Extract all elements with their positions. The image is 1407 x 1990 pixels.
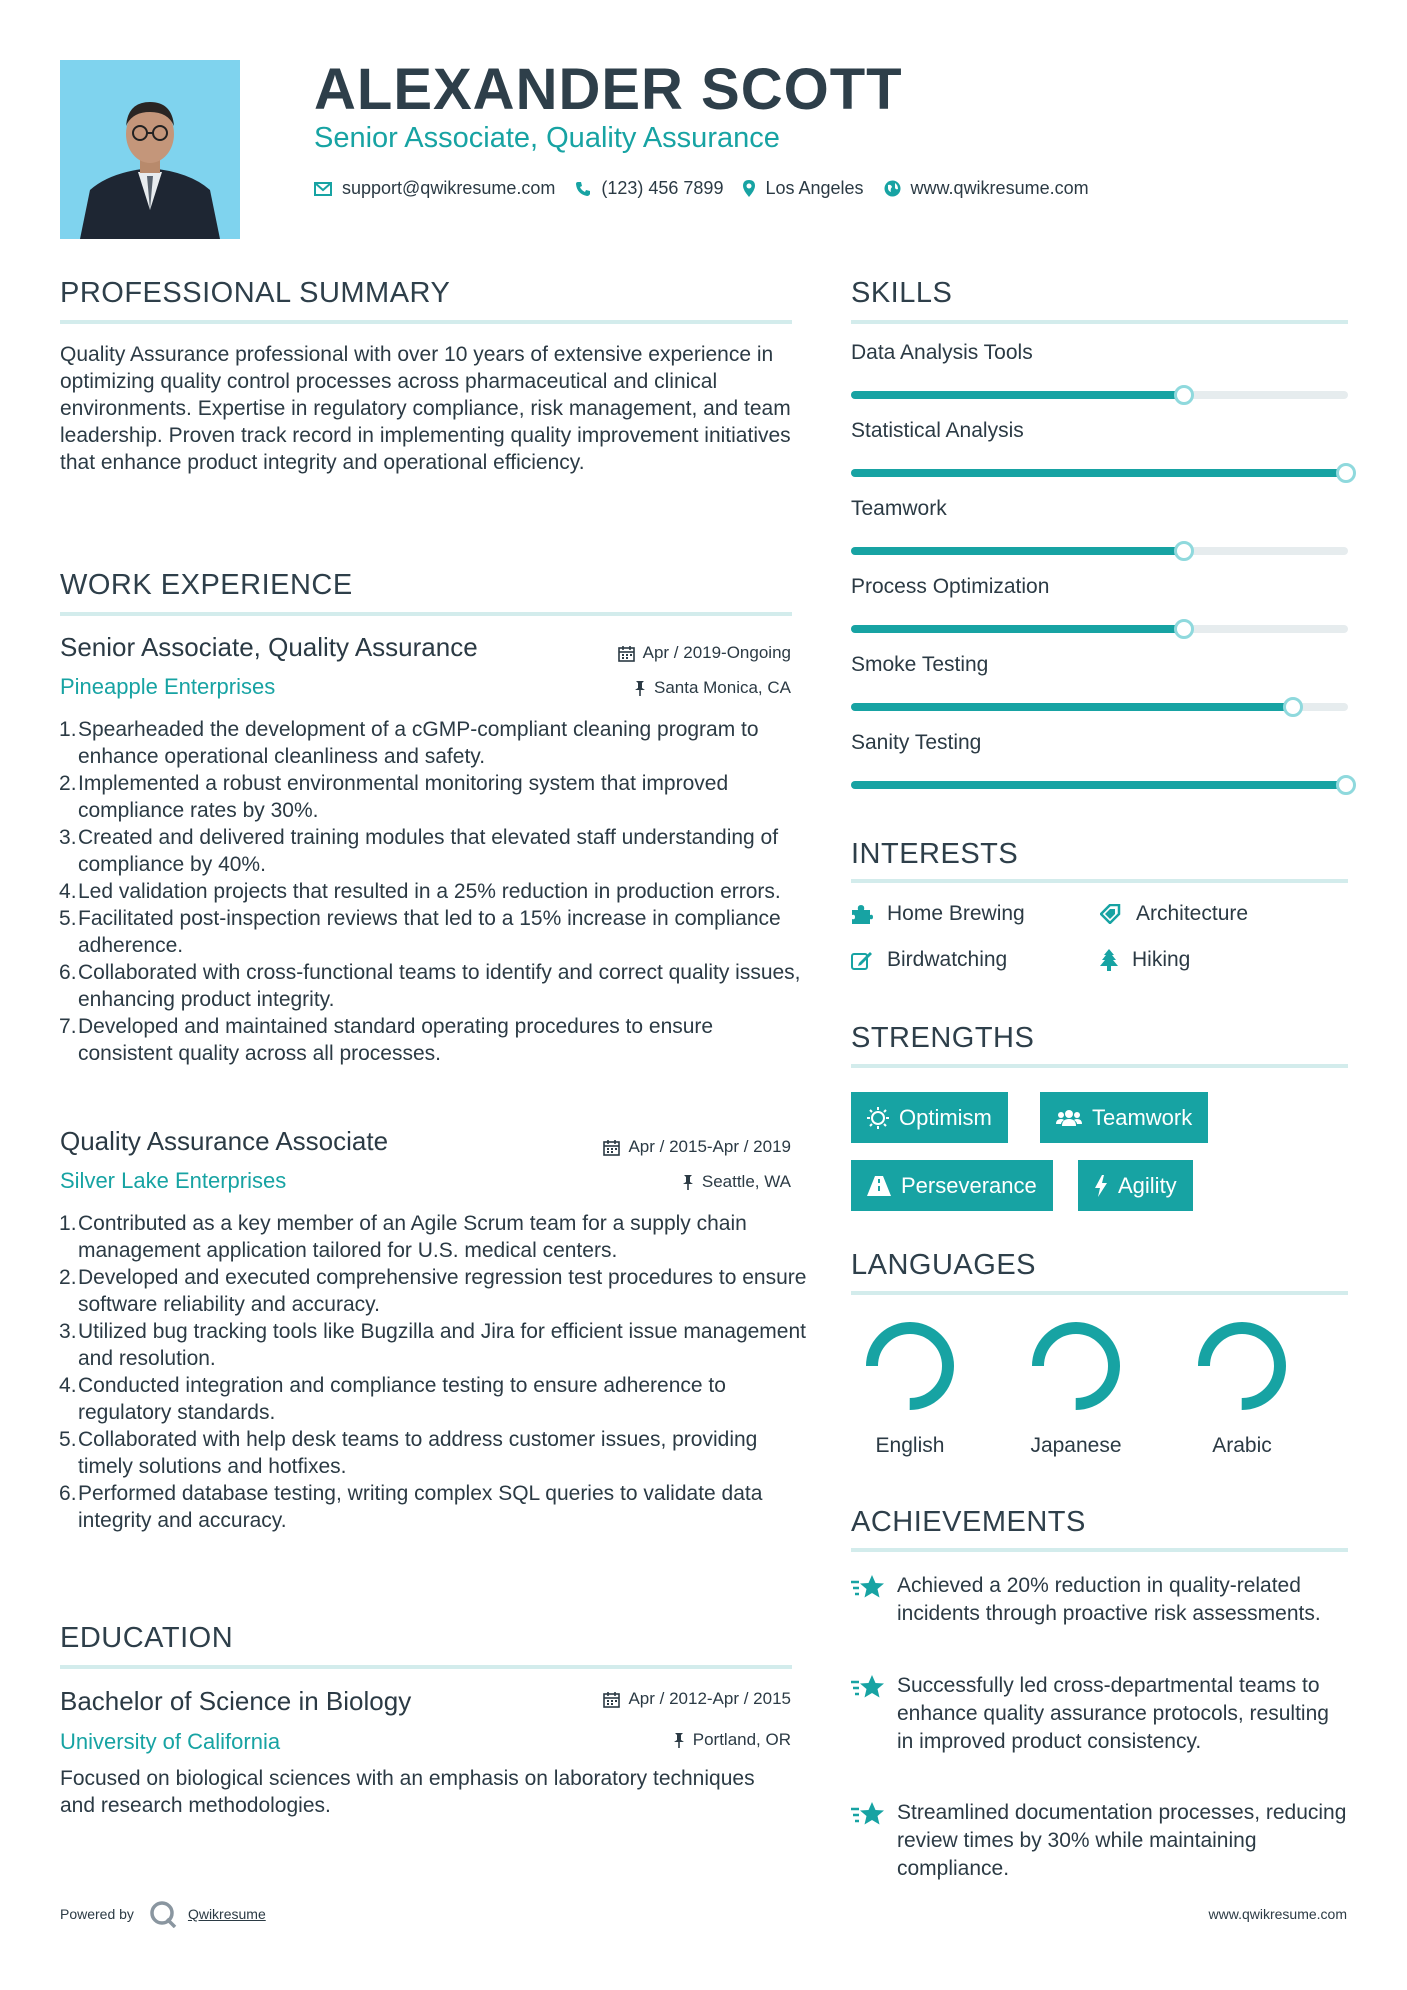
list-item: Conducted integration and compliance testing to ensure adherence to regulatory standards. [78, 1374, 726, 1424]
list-item: Collaborated with cross-functional teams to identify and correct quality issues, enhancing product integrity. [78, 961, 801, 1011]
education-text: Focused on biological sciences with an emphasis on laboratory techniques and research methodologies. [60, 1767, 755, 1817]
education-location [531, 1730, 791, 1750]
company-name: Pineapple Enterprises [60, 674, 276, 699]
skill-item [851, 653, 1348, 677]
strength-label: Perseverance [901, 1172, 1037, 1198]
skill-name: Data Analysis Tools [851, 341, 1033, 364]
interest-label: Home Brewing [887, 902, 1025, 925]
pin-icon [682, 1174, 694, 1191]
job-items-list [60, 1210, 810, 1534]
candidate-title: Senior Associate, Quality Assurance [314, 122, 780, 154]
interest-item [851, 902, 1025, 926]
skill-name: Sanity Testing [851, 731, 982, 754]
edit-icon [851, 950, 873, 970]
list-item: Implemented a robust environmental monitoring system that improved compliance rates by 30%. [78, 772, 729, 822]
tag-icon [1100, 904, 1122, 924]
candidate-name: ALEXANDER SCOTT [314, 57, 903, 122]
skill-name: Smoke Testing [851, 653, 989, 676]
skill-bar [851, 547, 1348, 555]
calendar-icon [603, 1691, 620, 1708]
list-item: Led validation projects that resulted in a 25% reduction in production errors. [78, 880, 781, 903]
skills-heading: SKILLS [851, 277, 953, 309]
skill-bar-knob [1174, 619, 1194, 639]
achievement-item [851, 1572, 1348, 1628]
job-dates [531, 643, 791, 663]
skill-item [851, 341, 1348, 365]
education-location-text: Portland, OR [692, 1730, 791, 1749]
skill-name: Process Optimization [851, 575, 1050, 598]
strength-tag [1078, 1160, 1193, 1211]
location-text: Los Angeles [765, 178, 864, 198]
qwikresume-logo-icon [148, 1900, 178, 1928]
achievement-text: Achieved a 20% reduction in quality-related incidents through proactive risk assessments. [897, 1574, 1321, 1625]
contact-website[interactable] [884, 178, 1089, 199]
language-label: English [875, 1434, 945, 1457]
powered-by [60, 1900, 266, 1928]
skill-item [851, 419, 1348, 443]
contact-email[interactable] [314, 178, 555, 199]
degree-title: Bachelor of Science in Biology [60, 1686, 412, 1716]
job-title: Senior Associate, Quality Assurance [60, 632, 478, 662]
interest-item [1100, 948, 1190, 972]
summary-divider [60, 320, 792, 324]
strength-tag [851, 1092, 1008, 1143]
star-icon [851, 1674, 885, 1700]
skill-bar-fill [851, 391, 1184, 399]
users-icon [1056, 1108, 1082, 1128]
phone-icon [575, 181, 591, 197]
contact-row [314, 178, 1109, 199]
phone-text: (123) 456 7899 [601, 178, 724, 198]
pin-icon [634, 680, 646, 697]
job-location [531, 1172, 791, 1192]
calendar-icon [603, 1139, 620, 1156]
language-ring [1172, 1316, 1312, 1416]
interest-label: Architecture [1136, 902, 1249, 925]
skill-bar [851, 391, 1348, 399]
calendar-icon [618, 645, 635, 662]
job-location-text: Seattle, WA [701, 1172, 791, 1191]
star-icon [851, 1574, 885, 1600]
skill-item [851, 497, 1348, 521]
language-label: Japanese [1030, 1434, 1122, 1457]
skill-bar-fill [851, 625, 1184, 633]
strengths-divider [851, 1064, 1348, 1068]
list-item: Facilitated post-inspection reviews that led to a 15% increase in compliance adherence. [78, 907, 781, 957]
list-item: Utilized bug tracking tools like Bugzilla and Jira for efficient issue management and resolution. [78, 1320, 806, 1370]
skill-bar-fill [851, 781, 1348, 789]
skill-name: Statistical Analysis [851, 419, 1024, 442]
list-item: Collaborated with help desk teams to address customer issues, providing timely solutions and hotfixes. [78, 1428, 758, 1478]
email-text: support@qwikresume.com [342, 178, 556, 198]
summary-heading: PROFESSIONAL SUMMARY [60, 277, 451, 309]
brand-link[interactable]: Qwikresume [187, 1906, 266, 1922]
skill-bar [851, 625, 1348, 633]
company-name: Silver Lake Enterprises [60, 1168, 287, 1193]
strength-label: Optimism [899, 1104, 992, 1130]
contact-phone[interactable] [575, 178, 723, 199]
skill-bar-fill [851, 703, 1293, 711]
education-heading: EDUCATION [60, 1622, 234, 1654]
experience-heading: WORK EXPERIENCE [60, 569, 353, 601]
powered-by-text: Powered by [60, 1906, 134, 1922]
website-text: www.qwikresume.com [910, 178, 1089, 198]
skills-divider [851, 320, 1348, 324]
strengths-heading: STRENGTHS [851, 1022, 1035, 1054]
education-dates-text: Apr / 2012-Apr / 2015 [628, 1689, 791, 1708]
interest-label: Birdwatching [887, 948, 1008, 971]
skill-bar-knob [1336, 775, 1356, 795]
interests-divider [851, 879, 1348, 883]
language-ring [1006, 1316, 1146, 1416]
skill-bar-knob [1336, 463, 1356, 483]
education-divider [60, 1665, 792, 1669]
road-icon [867, 1176, 891, 1196]
skill-item [851, 731, 1348, 755]
language-item [1006, 1316, 1146, 1457]
list-item: Developed and maintained standard operating procedures to ensure consistent quality across all processes. [78, 1015, 714, 1065]
footer-url[interactable]: www.qwikresume.com [1208, 1906, 1347, 1922]
language-item [1172, 1316, 1312, 1457]
sun-icon [867, 1107, 889, 1129]
job-location-text: Santa Monica, CA [653, 678, 791, 697]
list-item: Spearheaded the development of a cGMP-compliant cleaning program to enhance operational cleanliness and safety. [78, 718, 759, 768]
strength-tag [1040, 1092, 1208, 1143]
skill-bar-fill [851, 469, 1348, 477]
map-marker-icon [743, 180, 755, 197]
strength-label: Agility [1118, 1172, 1177, 1198]
language-ring [840, 1316, 980, 1416]
languages-heading: LANGUAGES [851, 1249, 1036, 1281]
strength-label: Teamwork [1092, 1104, 1193, 1130]
tree-icon [1100, 949, 1118, 971]
skill-bar-knob [1174, 385, 1194, 405]
skill-name: Teamwork [851, 497, 947, 520]
strength-tag [851, 1160, 1053, 1211]
globe-icon [884, 180, 901, 197]
list-item: Contributed as a key member of an Agile Scrum team for a supply chain management application tailored for U.S. medical centers. [78, 1212, 747, 1262]
school-name: University of California [60, 1729, 281, 1754]
list-item: Developed and executed comprehensive regression test procedures to ensure software reliability and accuracy. [78, 1266, 807, 1316]
list-item: Performed database testing, writing complex SQL queries to validate data integrity and accuracy. [78, 1482, 763, 1532]
achievements-divider [851, 1548, 1348, 1552]
bolt-icon [1094, 1175, 1108, 1197]
job-location [531, 678, 791, 698]
language-item [840, 1316, 980, 1457]
interest-item [1100, 902, 1248, 926]
experience-divider [60, 612, 792, 616]
languages-divider [851, 1291, 1348, 1295]
skill-bar-fill [851, 547, 1184, 555]
contact-location [743, 178, 863, 199]
achievements-heading: ACHIEVEMENTS [851, 1506, 1086, 1538]
skill-bar-knob [1174, 541, 1194, 561]
interest-label: Hiking [1132, 948, 1191, 971]
job-dates-text: Apr / 2015-Apr / 2019 [628, 1137, 791, 1156]
achievement-text: Successfully led cross-departmental teams to enhance quality assurance protocols, resulting in improved product consistency. [897, 1674, 1329, 1753]
skill-bar [851, 469, 1348, 477]
profile-photo [60, 60, 240, 239]
skill-bar [851, 781, 1348, 789]
interest-item [851, 948, 1007, 972]
achievement-item [851, 1672, 1348, 1756]
skill-bar [851, 703, 1348, 711]
job-dates [531, 1137, 791, 1157]
envelope-icon [314, 182, 332, 196]
skill-item [851, 575, 1348, 599]
list-item: Created and delivered training modules that elevated staff understanding of compliance by 40%. [78, 826, 779, 876]
job-items-list [60, 716, 810, 1067]
education-dates [531, 1689, 791, 1709]
interests-heading: INTERESTS [851, 838, 1019, 870]
person-portrait-icon [60, 60, 240, 239]
language-label: Arabic [1212, 1434, 1272, 1457]
achievement-text: Streamlined documentation processes, reducing review times by 30% while maintaining compliance. [897, 1801, 1347, 1880]
star-icon [851, 1801, 885, 1827]
skill-bar-knob [1283, 697, 1303, 717]
job-title: Quality Assurance Associate [60, 1126, 389, 1156]
summary-text: Quality Assurance professional with over 10 years of extensive experience in optimizing quality control processes across pharmaceutical and clinical environments. Expertise in regulatory compliance, risk management, and team leadership. Proven track record in implementing quality improvement initiatives that enhance product integrity and operational efficiency. [60, 343, 791, 474]
achievement-item [851, 1799, 1348, 1883]
puzzle-icon [851, 904, 873, 924]
job-dates-text: Apr / 2019-Ongoing [642, 643, 791, 662]
pin-icon [673, 1732, 685, 1749]
